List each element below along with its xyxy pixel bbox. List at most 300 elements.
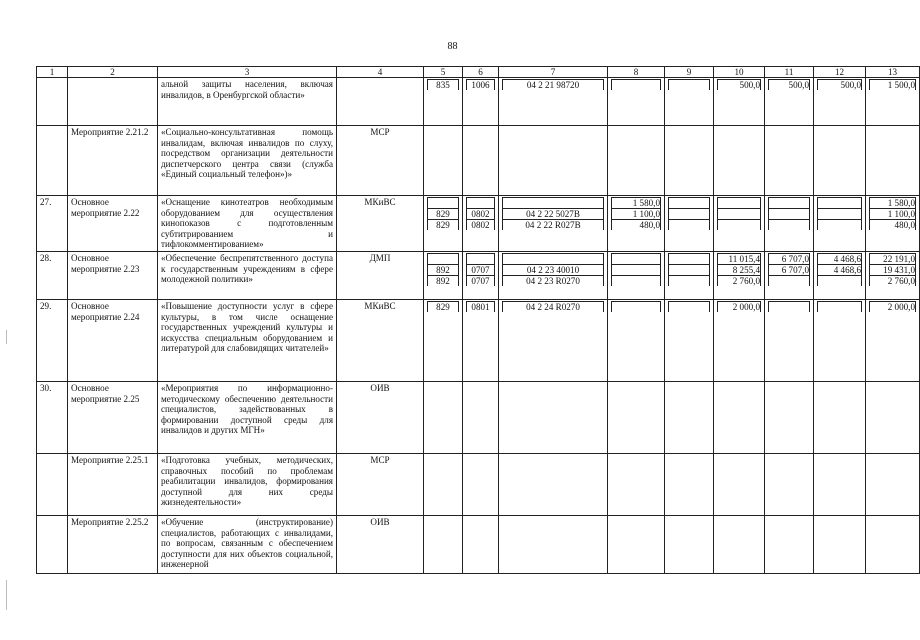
- table-row: [37, 78, 920, 126]
- executor-cell: ОИВ: [337, 382, 424, 454]
- sub-line: [769, 220, 810, 231]
- sub-line: [467, 80, 495, 91]
- value-cell-13: [866, 454, 920, 516]
- sub-line-group: [502, 301, 604, 312]
- value-cell-6: [463, 300, 499, 382]
- sub-line: [818, 209, 862, 220]
- sub-line: [612, 276, 661, 287]
- sub-line: [718, 265, 761, 276]
- value-cell-7: [499, 196, 608, 252]
- sub-line: [467, 302, 495, 313]
- sub-line: [428, 254, 459, 265]
- event-name-cell: Основное мероприятие 2.25: [68, 382, 158, 454]
- sub-line: [718, 276, 761, 287]
- sub-line: [718, 80, 761, 91]
- value-cell-12: [814, 196, 866, 252]
- sub-line-value: 1 580,0: [870, 198, 916, 209]
- sub-line: [612, 302, 661, 313]
- sub-line-group: [427, 197, 459, 230]
- page-number: 88: [447, 41, 458, 52]
- sub-line: [718, 302, 761, 313]
- event-name-cell: Основное мероприятие 2.22: [68, 196, 158, 252]
- value-cell-9: [665, 78, 714, 126]
- program-events-table: [36, 66, 920, 574]
- value-cell-7: [499, 126, 608, 196]
- sub-line-value: 04 2 22 5027В: [503, 209, 604, 220]
- sub-line-group: [717, 79, 761, 90]
- sub-line: [503, 302, 604, 313]
- sub-line-value: [769, 198, 810, 209]
- sub-line-value: 04 2 24 R0270: [503, 302, 604, 313]
- value-cell-12: [814, 252, 866, 300]
- event-description-cell: «Мероприятия по информационно-методическому обеспечению деятельности специалистов, задействованных в формировании доступной среды для инвалидов и других МГН»: [158, 382, 337, 454]
- sub-line-value: [428, 254, 459, 265]
- value-cell-6: [463, 196, 499, 252]
- value-cell-8: [608, 516, 665, 574]
- sub-line: [870, 254, 916, 265]
- sub-line: [669, 254, 710, 265]
- sub-line: [428, 276, 459, 287]
- value-cell-11: [765, 78, 814, 126]
- sub-line-value: [669, 209, 710, 220]
- sub-line: [769, 80, 810, 91]
- event-name-cell: Основное мероприятие 2.24: [68, 300, 158, 382]
- sub-line-group: [717, 301, 761, 312]
- table-row: [37, 126, 920, 196]
- value-cell-11: [765, 252, 814, 300]
- sub-line-value: 500,0: [718, 80, 761, 91]
- event-name-cell: Основное мероприятие 2.23: [68, 252, 158, 300]
- sub-line-value: [612, 302, 661, 313]
- value-cell-5: [424, 382, 463, 454]
- sub-line-value: [612, 265, 661, 276]
- sub-line: [669, 265, 710, 276]
- value-cell-13: [866, 300, 920, 382]
- sub-line-group: [611, 301, 661, 312]
- sub-line-group: [768, 253, 810, 286]
- row-number-cell: [37, 516, 68, 574]
- event-description-cell: «Подготовка учебных, методических, справочных пособий по проблемам реабилитации инвалидов, формирования доступной для них среды жизнедеятельности»: [158, 454, 337, 516]
- sub-line-value: [669, 220, 710, 231]
- sub-line-value: [818, 302, 862, 313]
- value-cell-8: [608, 454, 665, 516]
- sub-line: [870, 220, 916, 231]
- value-cell-13: [866, 382, 920, 454]
- value-cell-11: [765, 454, 814, 516]
- event-description-cell: «Обеспечение беспрепятственного доступа к государственным учреждениям в сфере молодежной политики»: [158, 252, 337, 300]
- value-cell-11: [765, 382, 814, 454]
- executor-cell: МСР: [337, 454, 424, 516]
- value-cell-12: [814, 454, 866, 516]
- sub-line-group: [466, 253, 495, 286]
- sub-line-value: 2 760,0: [870, 276, 916, 287]
- value-cell-6: [463, 516, 499, 574]
- sub-line-value: [669, 254, 710, 265]
- sub-line-value: 892: [428, 276, 459, 287]
- value-cell-9: [665, 516, 714, 574]
- table-body: [37, 78, 920, 574]
- value-cell-13: [866, 78, 920, 126]
- sub-line-group: [427, 301, 459, 312]
- sub-line-value: [769, 220, 810, 231]
- sub-line: [718, 220, 761, 231]
- sub-line: [870, 265, 916, 276]
- sub-line-group: [817, 197, 862, 230]
- sub-line: [467, 220, 495, 231]
- sub-line-value: 829: [428, 302, 459, 313]
- row-number-cell: [37, 126, 68, 196]
- sub-line: [503, 209, 604, 220]
- sub-line-value: 2 000,0: [870, 302, 916, 313]
- value-cell-10: [714, 454, 765, 516]
- sub-line: [769, 209, 810, 220]
- sub-line-group: [502, 253, 604, 286]
- sub-line-value: [769, 276, 810, 287]
- sub-line-value: 1 100,0: [612, 209, 661, 220]
- value-cell-13: [866, 252, 920, 300]
- sub-line-group: [768, 197, 810, 230]
- sub-line-value: 2 760,0: [718, 276, 761, 287]
- sub-line-value: [612, 254, 661, 265]
- sub-line: [428, 198, 459, 209]
- sub-line: [669, 80, 710, 91]
- sub-line-value: 835: [428, 80, 459, 91]
- sub-line: [818, 276, 862, 287]
- sub-line-group: [869, 301, 916, 312]
- value-cell-10: [714, 252, 765, 300]
- sub-line-value: [718, 220, 761, 231]
- sub-line: [870, 80, 916, 91]
- sub-line-value: [612, 80, 661, 91]
- sub-line-value: 22 191,0: [870, 254, 916, 265]
- value-cell-12: [814, 300, 866, 382]
- sub-line: [870, 198, 916, 209]
- sub-line: [503, 220, 604, 231]
- sub-line: [428, 220, 459, 231]
- sub-line: [503, 80, 604, 91]
- sub-line-value: 0707: [467, 276, 495, 287]
- sub-line-group: [466, 79, 495, 90]
- executor-cell: [337, 78, 424, 126]
- sub-line: [428, 209, 459, 220]
- sub-line-value: [503, 254, 604, 265]
- sub-line: [503, 276, 604, 287]
- sub-line-group: [668, 79, 710, 90]
- sub-line: [870, 276, 916, 287]
- event-description-cell: «Повышение доступности услуг в сфере культуры, в том числе оснащение государственных учреждений культуры и искусства специальным оборудованием и литературой для слабовидящих читателей»: [158, 300, 337, 382]
- value-cell-8: [608, 78, 665, 126]
- sub-line-value: [769, 209, 810, 220]
- value-cell-6: [463, 454, 499, 516]
- executor-cell: МСР: [337, 126, 424, 196]
- value-cell-12: [814, 126, 866, 196]
- value-cell-8: [608, 382, 665, 454]
- value-cell-8: [608, 300, 665, 382]
- sub-line-value: [818, 276, 862, 287]
- sub-line-group: [611, 253, 661, 286]
- sub-line: [718, 254, 761, 265]
- sub-line-value: 829: [428, 220, 459, 231]
- col-header-13: 13: [866, 67, 920, 78]
- value-cell-10: [714, 300, 765, 382]
- table-row: [37, 300, 920, 382]
- sub-line: [669, 220, 710, 231]
- sub-line-value: 480,0: [870, 220, 916, 231]
- value-cell-13: [866, 126, 920, 196]
- value-cell-7: [499, 300, 608, 382]
- value-cell-11: [765, 516, 814, 574]
- sub-line: [612, 220, 661, 231]
- value-cell-12: [814, 78, 866, 126]
- value-cell-5: [424, 252, 463, 300]
- value-cell-12: [814, 382, 866, 454]
- sub-line-group: [668, 253, 710, 286]
- sub-line-value: 4 468,6: [818, 265, 862, 276]
- value-cell-6: [463, 78, 499, 126]
- value-cell-7: [499, 78, 608, 126]
- row-number-cell: 29.: [37, 300, 68, 382]
- col-header-10: 10: [714, 67, 765, 78]
- executor-cell: ДМП: [337, 252, 424, 300]
- sub-line-value: [818, 209, 862, 220]
- sub-line: [428, 80, 459, 91]
- sub-line: [818, 80, 862, 91]
- value-cell-8: [608, 126, 665, 196]
- sub-line-group: [611, 79, 661, 90]
- sub-line-group: [427, 79, 459, 90]
- value-cell-13: [866, 516, 920, 574]
- sub-line-group: [817, 253, 862, 286]
- sub-line-value: [769, 302, 810, 313]
- col-header-11: 11: [765, 67, 814, 78]
- sub-line-value: 500,0: [769, 80, 810, 91]
- col-header-7: 7: [499, 67, 608, 78]
- col-header-5: 5: [424, 67, 463, 78]
- sub-line-value: 04 2 23 R0270: [503, 276, 604, 287]
- sub-line-value: 04 2 23 40010: [503, 265, 604, 276]
- value-cell-11: [765, 196, 814, 252]
- sub-line: [870, 302, 916, 313]
- sub-line-value: 480,0: [612, 220, 661, 231]
- table-row: [37, 196, 920, 252]
- value-cell-8: [608, 196, 665, 252]
- sub-line-group: [817, 301, 862, 312]
- value-cell-9: [665, 196, 714, 252]
- value-cell-7: [499, 252, 608, 300]
- sub-line-value: [503, 198, 604, 209]
- value-cell-5: [424, 126, 463, 196]
- sub-line: [870, 209, 916, 220]
- sub-line: [818, 198, 862, 209]
- row-number-cell: 30.: [37, 382, 68, 454]
- sub-line-value: 1 100,0: [870, 209, 916, 220]
- sub-line-value: 2 000,0: [718, 302, 761, 313]
- value-cell-9: [665, 126, 714, 196]
- sub-line: [669, 302, 710, 313]
- event-description-cell: «Социально-консультативная помощь инвалидам, включая инвалидов по слуху, посредством организации деятельности диспетчерского центра связи (служба «Единый социальный телефон»)»: [158, 126, 337, 196]
- sub-line: [467, 254, 495, 265]
- sub-line: [503, 265, 604, 276]
- sub-line-value: [669, 198, 710, 209]
- col-header-12: 12: [814, 67, 866, 78]
- sub-line-value: [612, 276, 661, 287]
- sub-line: [467, 265, 495, 276]
- sub-line-value: [467, 198, 495, 209]
- col-header-3: 3: [158, 67, 337, 78]
- col-header-4: 4: [337, 67, 424, 78]
- sub-line-group: [768, 301, 810, 312]
- value-cell-11: [765, 126, 814, 196]
- sub-line: [428, 265, 459, 276]
- table-row: [37, 454, 920, 516]
- sub-line: [669, 209, 710, 220]
- value-cell-6: [463, 252, 499, 300]
- event-description-cell: «Обучение (инструктирование) специалистов, работающих с инвалидами, по вопросам, связанным с обеспечением доступности для них объектов социальной, инженерной: [158, 516, 337, 574]
- sub-line-group: [717, 253, 761, 286]
- col-header-9: 9: [665, 67, 714, 78]
- sub-line: [818, 265, 862, 276]
- sub-line-group: [668, 197, 710, 230]
- sub-line-value: [818, 220, 862, 231]
- value-cell-7: [499, 382, 608, 454]
- sub-line: [818, 220, 862, 231]
- sub-line: [669, 198, 710, 209]
- sub-line-group: [768, 79, 810, 90]
- value-cell-9: [665, 252, 714, 300]
- sub-line: [769, 265, 810, 276]
- sub-line-value: [669, 302, 710, 313]
- value-cell-10: [714, 196, 765, 252]
- sub-line-value: 4 468,6: [818, 254, 862, 265]
- sub-line-value: [669, 265, 710, 276]
- row-number-cell: 28.: [37, 252, 68, 300]
- value-cell-10: [714, 382, 765, 454]
- value-cell-9: [665, 300, 714, 382]
- sub-line-group: [668, 301, 710, 312]
- sub-line: [769, 198, 810, 209]
- sub-line-group: [466, 197, 495, 230]
- sub-line: [612, 254, 661, 265]
- sub-line: [467, 209, 495, 220]
- sub-line: [718, 198, 761, 209]
- value-cell-5: [424, 78, 463, 126]
- table-row: [37, 382, 920, 454]
- sub-line-value: 0707: [467, 265, 495, 276]
- value-cell-8: [608, 252, 665, 300]
- row-number-cell: [37, 454, 68, 516]
- value-cell-9: [665, 382, 714, 454]
- event-description-cell: «Оснащение кинотеатров необходимым оборудованием для осуществления кинопоказов с подготовленным субтитрированием и тифлокомментированием»: [158, 196, 337, 252]
- col-header-6: 6: [463, 67, 499, 78]
- col-header-1: 1: [37, 67, 68, 78]
- row-number-cell: 27.: [37, 196, 68, 252]
- value-cell-5: [424, 516, 463, 574]
- sub-line: [769, 276, 810, 287]
- value-cell-13: [866, 196, 920, 252]
- header-row: [37, 67, 920, 78]
- executor-cell: ОИВ: [337, 516, 424, 574]
- row-number-cell: [37, 78, 68, 126]
- sub-line: [612, 80, 661, 91]
- value-cell-9: [665, 454, 714, 516]
- value-cell-7: [499, 516, 608, 574]
- sub-line: [428, 302, 459, 313]
- sub-line-value: 1006: [467, 80, 495, 91]
- value-cell-5: [424, 300, 463, 382]
- sub-line: [769, 254, 810, 265]
- value-cell-6: [463, 382, 499, 454]
- value-cell-11: [765, 300, 814, 382]
- sub-line-value: 11 015,4: [718, 254, 761, 265]
- sub-line: [612, 209, 661, 220]
- sub-line: [718, 209, 761, 220]
- value-cell-10: [714, 78, 765, 126]
- value-cell-7: [499, 454, 608, 516]
- sub-line-group: [869, 79, 916, 90]
- sub-line-group: [502, 197, 604, 230]
- sub-line: [503, 254, 604, 265]
- sub-line-value: 829: [428, 209, 459, 220]
- sub-line-group: [502, 79, 604, 90]
- sub-line: [467, 276, 495, 287]
- executor-cell: МКиВС: [337, 300, 424, 382]
- table-row: [37, 252, 920, 300]
- sub-line-value: 6 707,0: [769, 254, 810, 265]
- col-header-8: 8: [608, 67, 665, 78]
- sub-line-value: 0801: [467, 302, 495, 313]
- sub-line-value: [669, 276, 710, 287]
- table-row: [37, 516, 920, 574]
- sub-line-value: 8 255,4: [718, 265, 761, 276]
- scan-edge-mark: [6, 580, 7, 610]
- sub-line-group: [817, 79, 862, 90]
- sub-line: [818, 254, 862, 265]
- event-name-cell: [68, 78, 158, 126]
- sub-line-group: [869, 197, 916, 230]
- scan-edge-mark: [6, 330, 7, 344]
- sub-line-value: 0802: [467, 209, 495, 220]
- value-cell-10: [714, 516, 765, 574]
- sub-line-group: [611, 197, 661, 230]
- value-cell-5: [424, 454, 463, 516]
- sub-line-value: 1 580,0: [612, 198, 661, 209]
- sub-line-group: [427, 253, 459, 286]
- sub-line-group: [466, 301, 495, 312]
- sub-line: [503, 198, 604, 209]
- event-name-cell: Мероприятие 2.25.2: [68, 516, 158, 574]
- sub-line: [818, 302, 862, 313]
- event-name-cell: Мероприятие 2.25.1: [68, 454, 158, 516]
- sub-line-value: 0802: [467, 220, 495, 231]
- sub-line-value: [669, 80, 710, 91]
- sub-line: [612, 265, 661, 276]
- sub-line-value: 6 707,0: [769, 265, 810, 276]
- event-description-cell: альной защиты населения, включая инвалидов, в Оренбургской области»: [158, 78, 337, 126]
- sub-line-value: 1 500,0: [870, 80, 916, 91]
- sub-line: [669, 276, 710, 287]
- sub-line-value: 19 431,0: [870, 265, 916, 276]
- sub-line-value: [718, 198, 761, 209]
- sub-line-value: 500,0: [818, 80, 862, 91]
- sub-line-value: [818, 198, 862, 209]
- sub-line-value: 892: [428, 265, 459, 276]
- sub-line: [612, 198, 661, 209]
- executor-cell: МКиВС: [337, 196, 424, 252]
- sub-line: [769, 302, 810, 313]
- event-name-cell: Мероприятие 2.21.2: [68, 126, 158, 196]
- value-cell-10: [714, 126, 765, 196]
- value-cell-5: [424, 196, 463, 252]
